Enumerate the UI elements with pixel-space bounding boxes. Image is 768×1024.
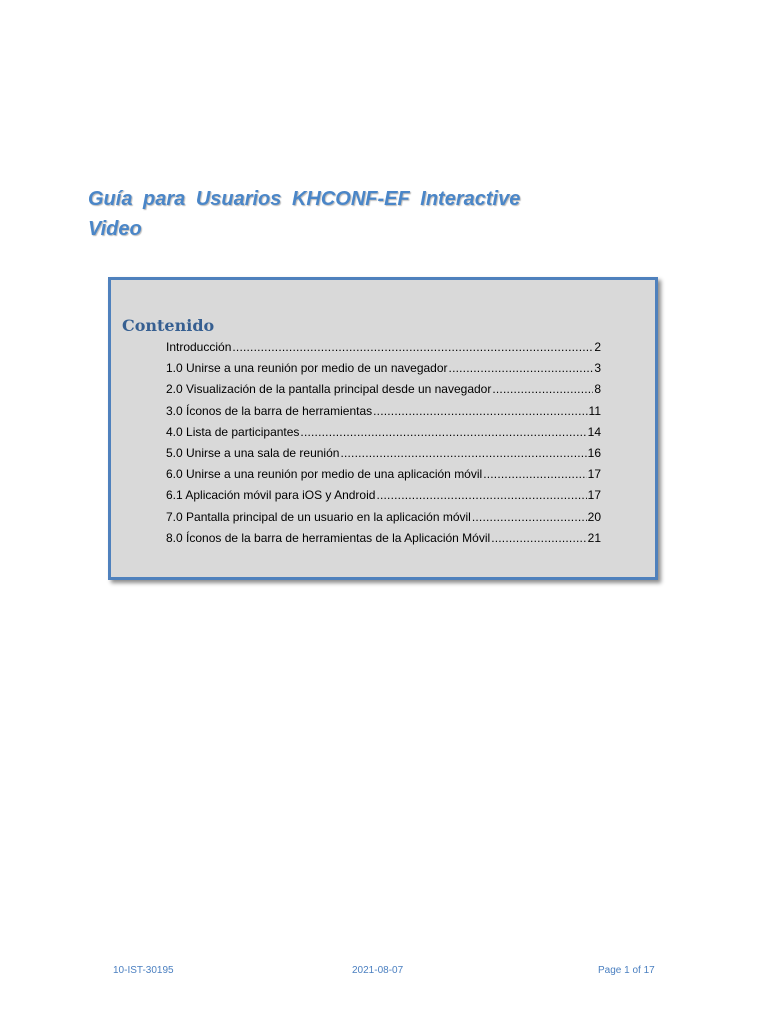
toc-entry-title: 3.0 Íconos de la barra de herramientas [166, 403, 373, 418]
toc-entry-title: 4.0 Lista de participantes [166, 424, 300, 439]
toc-dot-leader [472, 510, 587, 524]
footer-date: 2021-08-07 [352, 965, 404, 976]
document-title: Guía para Usuarios KHCONF-EF Interactive Video [88, 188, 521, 240]
footer-page-number: Page 1 of 17 [598, 965, 655, 976]
toc-entry-5-0[interactable] [166, 446, 601, 467]
toc-entry-7-0[interactable] [166, 510, 601, 531]
toc-entry-title: 8.0 Íconos de la barra de herramientas de la Aplicación Móvil [166, 530, 491, 545]
toc-page-number: 17 [587, 467, 601, 482]
toc-entry-title: 1.0 Unirse a una reunión por medio de un navegador [166, 361, 448, 376]
toc-entry-title: 5.0 Unirse a una sala de reunión [166, 445, 340, 460]
toc-dot-leader [376, 488, 586, 502]
toc-page-number: 3 [594, 361, 601, 376]
toc-dot-leader [491, 531, 586, 545]
toc-entry-1-0[interactable] [166, 361, 601, 382]
toc-entry-2-0[interactable] [166, 382, 601, 403]
toc-entry-8-0[interactable] [166, 531, 601, 552]
toc-dot-leader [483, 467, 586, 481]
toc-entry-6-1[interactable] [166, 488, 601, 509]
toc-dot-leader [373, 404, 587, 418]
toc-page-number: 16 [587, 445, 601, 460]
toc-dot-leader [300, 425, 586, 439]
toc-entry-3-0[interactable] [166, 404, 601, 425]
toc-dot-leader [232, 340, 593, 354]
toc-dot-leader [492, 382, 593, 396]
table-of-contents [108, 277, 658, 580]
toc-list [166, 340, 601, 552]
toc-dot-leader [449, 361, 594, 375]
toc-entry-title: 6.0 Unirse a una reunión por medio de una aplicación móvil [166, 467, 483, 482]
toc-page-number: 20 [587, 509, 601, 524]
toc-entry-title: 2.0 Visualización de la pantalla principal desde un navegador [166, 382, 492, 397]
toc-entry-title: Introducción [166, 340, 232, 354]
toc-heading: Contenido [122, 316, 215, 335]
toc-entry-introduccion[interactable] [166, 340, 601, 361]
toc-entry-title: 7.0 Pantalla principal de un usuario en la aplicación móvil [166, 509, 471, 524]
toc-page-number: 14 [587, 424, 601, 439]
toc-entry-6-0[interactable] [166, 467, 601, 488]
footer-document-id: 10-IST-30195 [113, 965, 174, 976]
toc-page-number: 21 [587, 530, 601, 545]
toc-page-number: 11 [588, 403, 601, 418]
toc-page-number: 17 [587, 488, 601, 503]
toc-entry-title: 6.1 Aplicación móvil para iOS y Android [166, 488, 376, 503]
toc-dot-leader [340, 446, 586, 460]
toc-page-number: 2 [594, 340, 601, 354]
toc-entry-4-0[interactable] [166, 425, 601, 446]
toc-page-number: 8 [594, 382, 601, 397]
